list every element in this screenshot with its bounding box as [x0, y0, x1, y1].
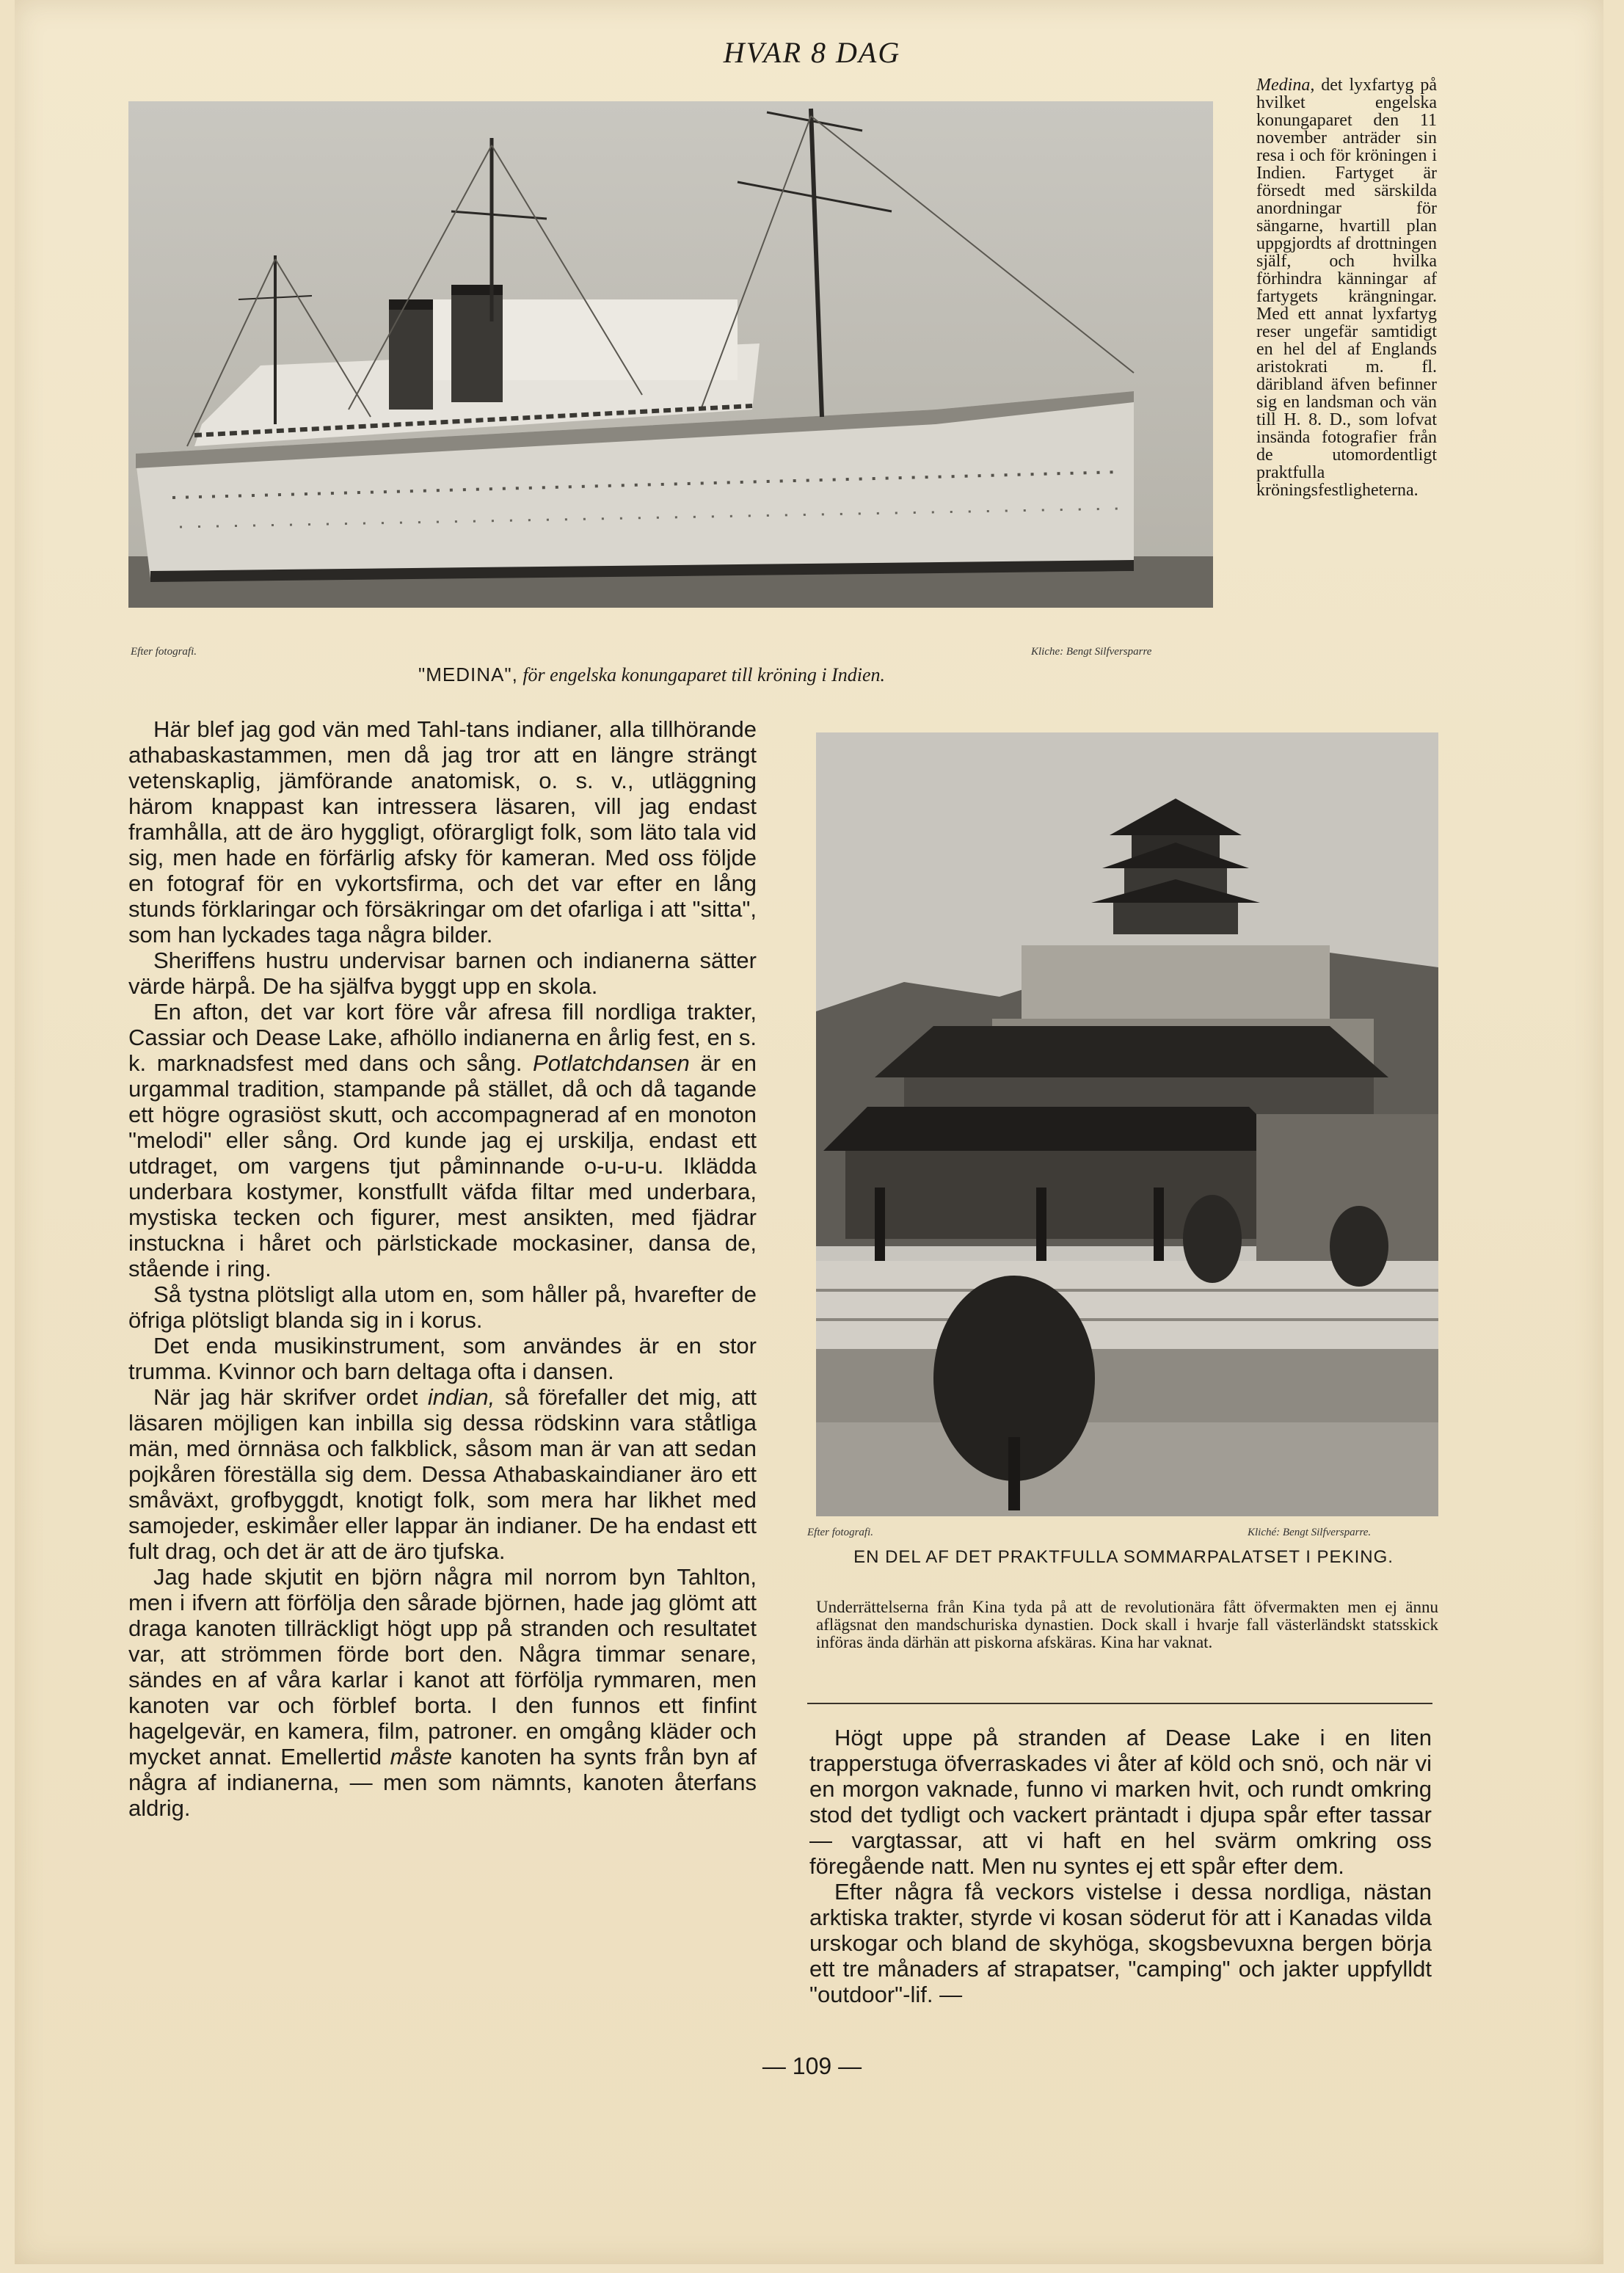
ship-caption-text: för engelska konungaparet till kröning i Indien. [522, 664, 885, 685]
paragraph: Efter några få veckors vistelse i dessa nordliga, nästan arktiska trakter, styrde vi kosan söderut för att i Kanadas vilda urskogar och bland de skyhöga, skogsbevuxna bergen börja ett tre månaders af strapatser, "camping" och jakter uppfylldt "outdoor"-lif. — [809, 1879, 1432, 2007]
palace-cliche-credit: Kliché: Bengt Silfversparre. [1248, 1527, 1372, 1538]
page-number: — 109 — [762, 2053, 862, 2079]
sidebar-body: det lyxfartyg på hvilket engelska konungaparet den 11 november anträder sin resa i och för kröningen i Indien. Fartyget är försedt med särskilda anordningar för sängarne, hvartill plan uppgjordts af drottningen själf, och hvilka förhindra känningar af fartygets krängningar. Med ett annat lyxfartyg reser ungefär samtidigt en hel del af Englands aristokrati m. fl. däribland äfven befinner sig en landsman och vän till H. 8. D., som lofvat insända fotografier från de utomordentligt praktfulla kröningsfestligheterna. [1256, 76, 1438, 500]
paragraph: Så tystna plötsligt alla utom en, som håller på, hvarefter de öfriga plötsligt blanda sig in i korus. [128, 1281, 757, 1333]
section-divider [807, 1703, 1432, 1704]
ship-photo [128, 101, 1213, 608]
palace-note: Underrättelserna från Kina tyda på att de revolutionära fått öfvermakten men ej ännu aflägsnat den mandschuriska dynastien. Dock skall i hvarje fall västerländskt statsskick införas ända därhän att piskorna afskäras. Kina har vaknat. [816, 1598, 1438, 1651]
ship-cliche-credit: Kliche: Bengt Silfversparre [1031, 646, 1152, 658]
paragraph: När jag här skrifver ordet indian, så förefaller det mig, att läsaren möjligen kan inbilla sig dessa rödskinn vara ståtliga män, med örnnäsa och falkblick, såsom man är van att sedan pojkåren föreställa sig dem. Dessa Athabaskaindianer äro ett småväxt, grofbyggdt, knotigt folk, som mera har likhet med samojeder, eskimåer eller lappar än indianer. De ha endast ett fult drag, och det är att de äro tjufska. [128, 1384, 757, 1564]
right-column [809, 1725, 1432, 2007]
magazine-header: HVAR 8 DAG [723, 36, 901, 69]
paragraph: Det enda musikinstrument, som användes är en stor trumma. Kvinnor och barn deltaga ofta i dansen. [128, 1333, 757, 1384]
paragraph: Jag hade skjutit en björn några mil norrom byn Tahlton, men i ifvern att förfölja den sårade björnen, hade jag glömt att draga kanoten tillräckligt högt upp på stranden och resultatet var, att strömmen förde bort den. Några timmar senare, sändes en af våra karlar i kanot att förfölja rymmaren, men kanoten var och förblef borta. I den funnos ett finfint hagelgevär, en kamera, film, patroner. en omgång kläder och mycket annat. Emellertid måste kanoten ha synts från byn af några af indianerna, — men som nämnts, kanoten återfans aldrig. [128, 1564, 757, 1821]
left-column [128, 716, 757, 1821]
ship-caption-lead: "MEDINA", [418, 663, 518, 685]
ship-photo-credit: Efter fotografi. [131, 646, 197, 658]
palace-photo-credit: Efter fotografi. [807, 1527, 873, 1538]
paragraph: Här blef jag god vän med Tahl-tans indianer, alla tillhörande athabaskastammen, men då jag tror att en längre strängt vetenskaplig, jämförande anatomisk, o. s. v., utläggning härom knappast kan intressera läsaren, vill jag endast framhålla, att de äro hyggligt, oförargligt folk, som läto tala vid sig, men hade en förfärlig afsky för kameran. Med oss följde en fotograf för en vykortsfirma, och det var efter en lång stunds förklaringar och försäkringar om det ofarliga i att "sitta", som han lyckades taga några bilder. [128, 716, 757, 948]
paragraph: Högt uppe på stranden af Dease Lake i en liten trapperstuga öfverraskades vi åter af köld och snö, och när vi en morgon vaknade, funno vi marken hvit, och rundt omkring stod det tydligt och vackert präntadt i djupa spår efter tassar — vargtassar, att vi haft en hel svärm omkring oss föregående natt. Men nu syntes ej ett spår efter dem. [809, 1725, 1432, 1879]
paragraph: En afton, det var kort före vår afresa fill nordliga trakter, Cassiar och Dease Lake, afhöllo indianerna en årlig fest, en s. k. marknadsfest med dans och sång. Potlatchdansen är en urgammal tradition, stampande på stället, då och då tagande ett högre ograsiöst skutt, och accompagnerad af en monoton "melodi" eller sång. Ord kunde jag ej urskilja, endast ett utdraget, om vargens tjut påminnande o-u-u-u. Iklädda underbara kostymer, konstfullt väfda filtar med underbara, mystiska tecken och figurer, mest ansikten, med fjädrar instuckna i håret och pärlstickade mockasiner, dansa de, stående i ring. [128, 999, 757, 1281]
palace-caption: EN DEL AF DET PRAKTFULLA SOMMARPALATSET I PEKING. [853, 1547, 1394, 1567]
palace-photo [816, 732, 1438, 1516]
ship-caption [418, 663, 885, 686]
ship-sidebar-text [1256, 76, 1437, 499]
paragraph: Sheriffens hustru undervisar barnen och indianerna sätter värde härpå. De ha själfva byggt upp en skola. [128, 948, 757, 999]
sidebar-lead: Medina, [1256, 76, 1315, 95]
